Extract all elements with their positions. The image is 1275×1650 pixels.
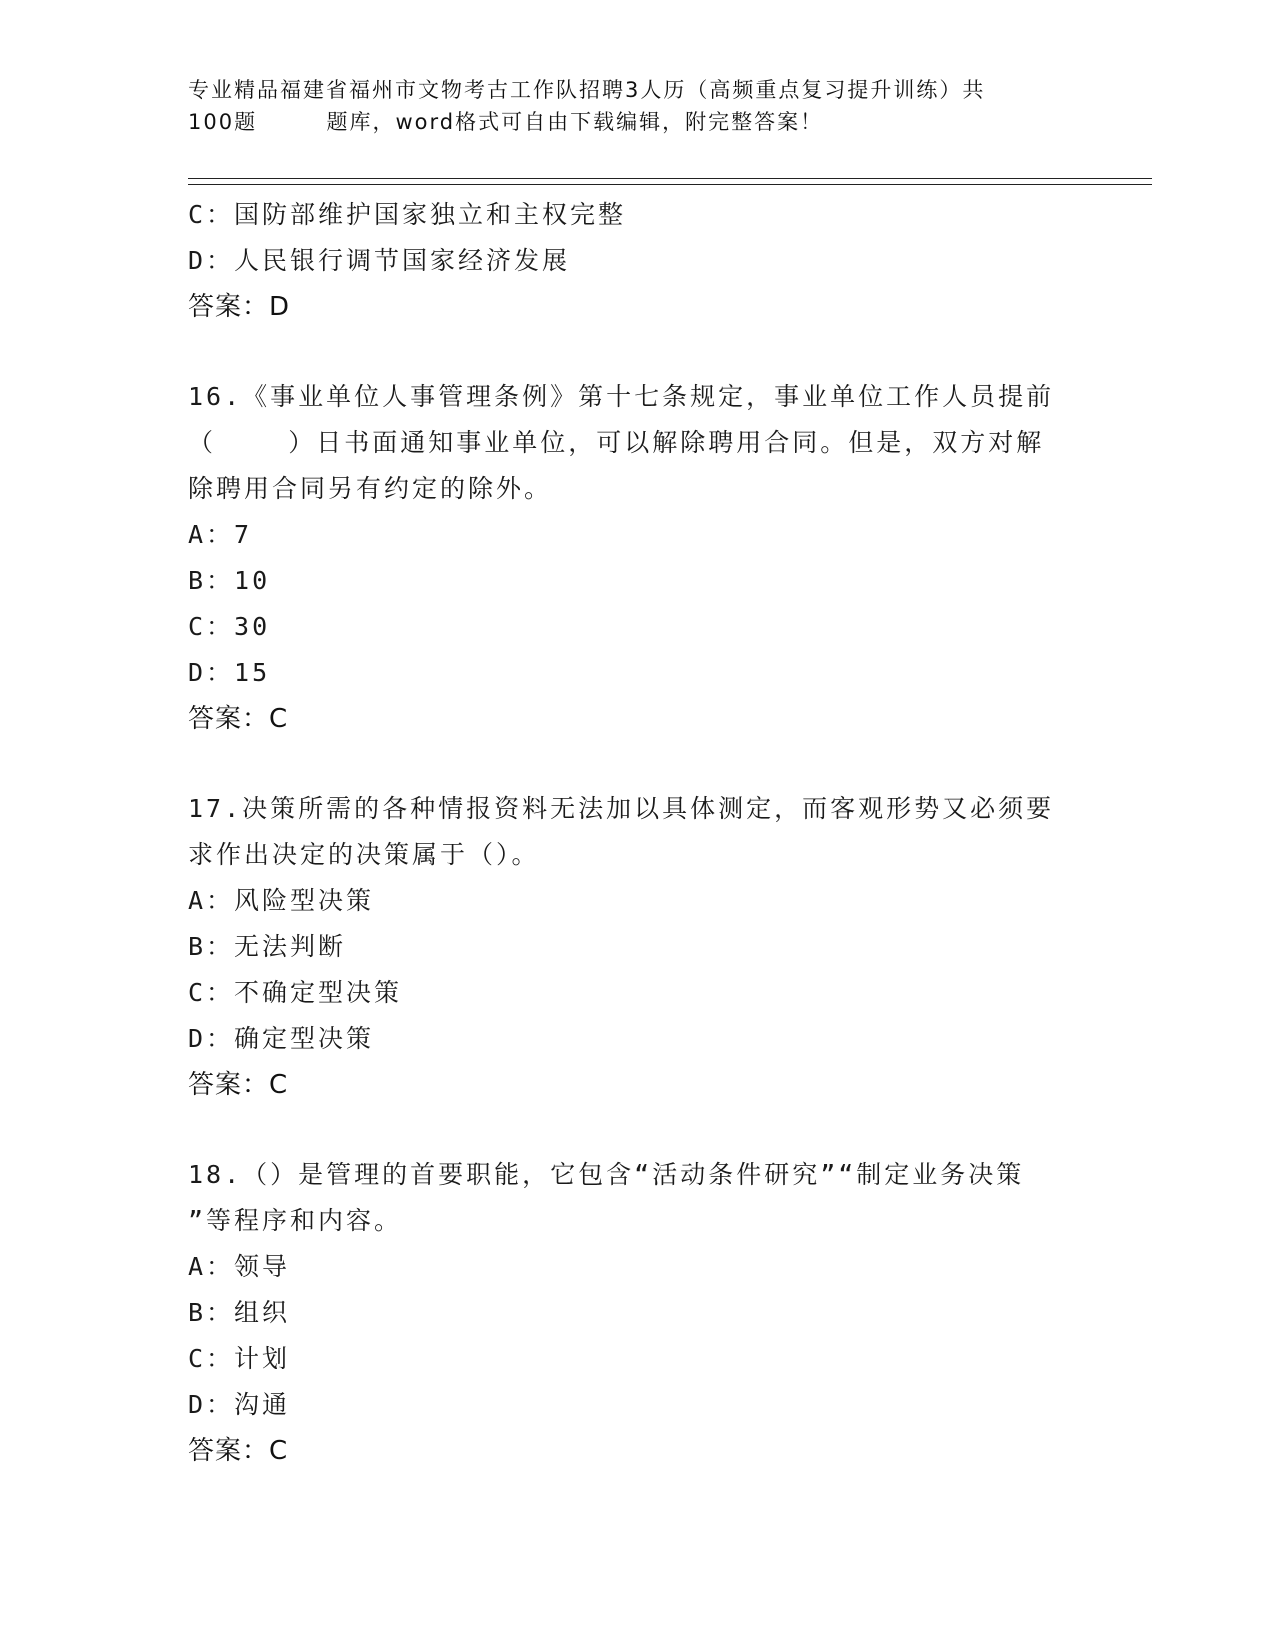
question-text-line: （ ）日书面通知事业单位，可以解除聘用合同。但是，双方对解 [188,428,1045,457]
question-text-line: 18.（）是管理的首要职能，它包含“活动条件研究”“制定业务决策 [188,1160,1025,1189]
header-divider-top [188,178,1152,179]
question-16 [188,374,1088,742]
option-a: A：风险型决策 [188,886,375,915]
option-b: B：组织 [188,1298,291,1327]
spacer [188,742,1088,786]
answer-line: 答案：C [188,704,289,734]
document-body [188,192,1088,1474]
question-text-line: 17.决策所需的各种情报资料无法加以具体测定，而客观形势又必须要 [188,794,1055,823]
question-text-line: 除聘用合同另有约定的除外。 [188,474,553,503]
option-c: C：计划 [188,1344,291,1373]
option-c: C：国防部维护国家独立和主权完整 [188,200,627,229]
question-18 [188,1152,1088,1474]
spacer [188,330,1088,374]
option-c: C：不确定型决策 [188,978,403,1007]
option-d: D：人民银行调节国家经济发展 [188,246,571,275]
question-17 [188,786,1088,1108]
option-b: B：10 [188,566,271,595]
option-d: D：确定型决策 [188,1024,375,1053]
option-a: A：7 [188,520,253,549]
answer-line: 答案：C [188,1436,289,1466]
question-text-line: 16.《事业单位人事管理条例》第十七条规定，事业单位工作人员提前 [188,382,1055,411]
document-header [188,74,1088,138]
header-title-line-1: 专业精品福建省福州市文物考古工作队招聘3人历（高频重点复习提升训练）共 [188,78,986,102]
option-d: D：15 [188,658,271,687]
header-title-line-2: 100题 题库，word格式可自由下载编辑，附完整答案！ [188,110,824,134]
answer-line: 答案：D [188,292,291,322]
header-divider-bottom [188,184,1152,185]
option-a: A：领导 [188,1252,291,1281]
spacer [188,1108,1088,1152]
question-text-line: 求作出决定的决策属于（）。 [188,840,540,869]
option-b: B：无法判断 [188,932,347,961]
option-d: D：沟通 [188,1390,291,1419]
option-c: C：30 [188,612,271,641]
question-15-continued [188,192,1088,330]
answer-line: 答案：C [188,1070,289,1100]
question-text-line: ”等程序和内容。 [188,1206,403,1235]
